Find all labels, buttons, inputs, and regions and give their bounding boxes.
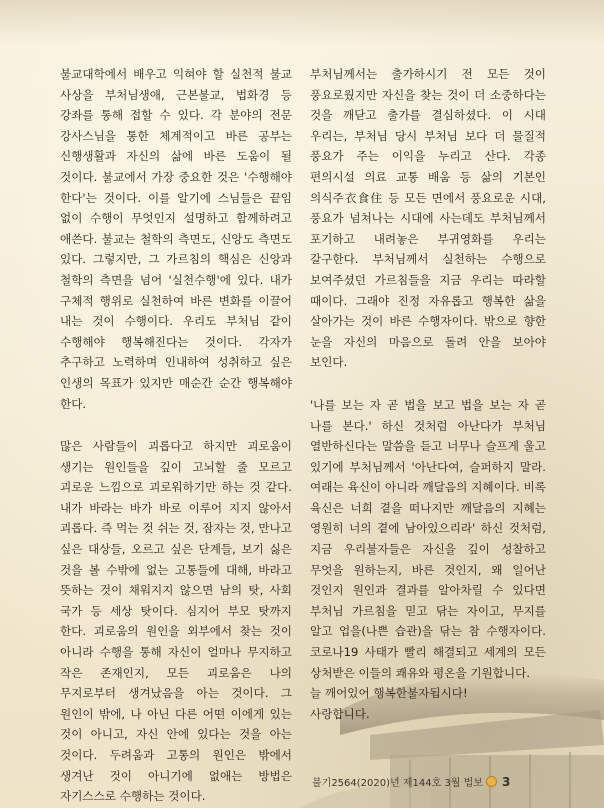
right-paragraph-4: 사랑합니다.	[310, 706, 370, 721]
top-decorative-band	[0, 0, 604, 44]
right-paragraph-2: '나를 보는 자 곧 법을 보고 법을 보는 자 곧 나를 본다.' 하신 것처럼 아난다가 부처님 열반하신다는 말씀을 듣고 너무나 슬프게 울고 있기에 부처님께서 '아난다여, 슬퍼하지 말라. 여래는 육신이 아니라 깨달음의 지혜이다. 비록 육신은 너희 곁을 떠나지만 깨달음의 지혜는 영원히 너의 곁에 남아있으리라' 하신 것처럼, 지금 우리불자들은 자신을 깊이 성찰하고 무엇을 원하는지, 바른 것인지, 왜 일어난 것인지 원인과 결과를 알아차릴 수 있다면 부처님 가르침을 믿고 닦는 자이고, 무지를 알고 업을(나쁜 습관)을 닦는 참 수행자이다. 코로나19 사태가 빨리 해결되고 세계의 모든 상처받은 이들의 쾌유와 평온을 기원합니다.	[310, 397, 546, 680]
right-paragraph-1: 부처님께서는 출가하시기 전 모든 것이 풍요로웠지만 자신을 찾는 것이 더 소중하다는 것을 깨닫고 출가를 결심하셨다. 이 시대 우리는, 부처님 당시 부처님 보다 더 물질적 풍요가 주는 이익을 누리고 산다. 각종 편의시설 의료 교통 배움 등 삶의 기본인 의식주衣食住 등 모든 면에서 풍요로운 시대, 풍요가 넘쳐나는 시대에 사는데도 부처님께서 포기하고 내려놓은 부귀영화를 우리는 갈구한다. 부처님께서 실천하는 수행으로 보여주셨던 가르침들을 지금 우리는 따라할 때이다. 그래야 진정 자유롭고 행복한 삶을 살아가는 것이 바른 수행자이다. 밖으로 향한 눈을 자신의 마음으로 돌려 안을 보아야 보인다.	[310, 67, 546, 370]
page-number: 3	[501, 775, 511, 789]
left-column	[60, 64, 292, 807]
page-footer	[312, 774, 552, 792]
right-column	[310, 64, 546, 724]
issue-label: 불기2564(2020)년 제144호 3월 법보	[312, 778, 483, 789]
right-paragraph-3: 늘 깨어있어 행복한불자됩시다!	[310, 686, 468, 701]
left-paragraph-2: 많은 사람들이 괴롭다고 하지만 괴로움이 생기는 원인들을 깊이 고뇌할 줄 모르고 괴로운 느낌으로 괴로워하기만 하는 것 같다. 내가 바라는 바가 바로 이루어 지지 않아서 괴롭다. 즉 먹는 것 쉬는 것, 잠자는 것, 만나고 싶은 대상들, 오르고 싶은 단계들, 보기 싫은 것을 볼 수밖에 없는 고통들에 대해, 바라고 뜻하는 것이 채워지지 않으면 남의 탓, 사회 국가 등 세상 탓이다. 심지어 부모 탓까지 한다. 괴로움의 원인을 외부에서 찾는 것이 아니라 수행을 통해 자신이 얼마나 무지하고 작은 존재인지, 모든 괴로움은 나의 무지로부터 생겨났음을 아는 것이다. 그 원인이 밖에, 나 아닌 다른 어떤 이에게 있는 것이 아니고, 자신 안에 있다는 것을 아는 것이다. 두려움과 고통의 원인은 밖에서 생겨난 것이 아니기에 없애는 방법은 자기스스로 수행하는 것이다.	[60, 439, 292, 804]
footer-dot-icon	[486, 776, 497, 787]
left-paragraph-1: 불교대학에서 배우고 익혀야 할 실천적 불교 사상을 부처님생애, 근본불교, 법화경 등 강좌를 통해 접할 수 있다. 각 분야의 전문 강사스님을 통한 체계적이고 바른 공부는 신행생활과 자신의 삶에 바른 도움이 될 것이다. 불교에서 가장 중요한 것은 '수행해야 한다'는 것이다. 이를 알기에 스님들은 끝임 없이 수행이 무엇인지 설명하고 함께하려고 애쓴다. 불교는 철학의 측면도, 신앙도 측면도 있다. 그렇지만, 그 가르침의 핵심은 신앙과 철학의 측면을 넘어 '실천수행'에 있다. 내가 구체적 행위로 실천하여 바른 변화를 이끌어 내는 것이 수행이다. 우리도 부처님 같이 수행해야 행복해진다는 것이다. 각자가 추구하고 노력하며 인내하여 성취하고 싶은 인생의 목표가 있지만 매순간 순간 행복해야 한다.	[60, 67, 292, 411]
